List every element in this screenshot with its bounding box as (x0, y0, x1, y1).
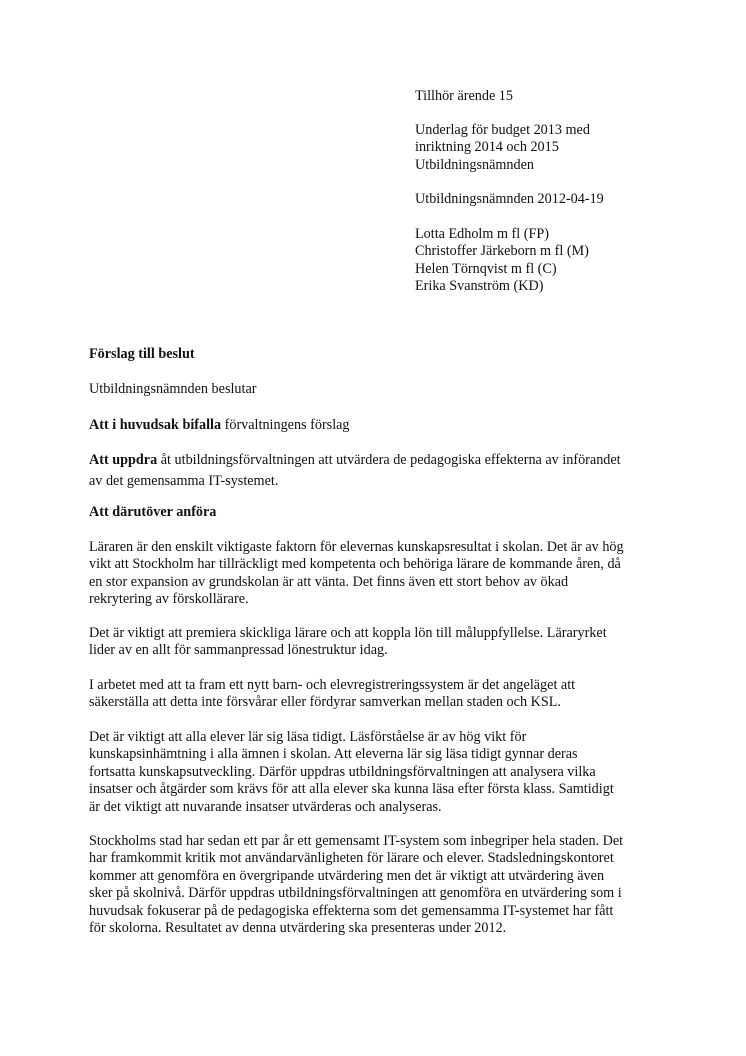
decision-1-text: förvaltningens förslag (221, 417, 350, 433)
paragraph-line: I arbetet med att ta fram ett nytt barn- och elevregistreringssystem är det angeläget att (89, 677, 576, 693)
paragraph-line: insatser och åtgärder som krävs för att alla elever ska kunna läsa efter första klass. Samtidigt (89, 781, 614, 798)
paragraph-line: Stockholms stad har sedan ett par år ett gemensamt IT-system som inbegriper hela staden. Det (89, 833, 624, 849)
signatory: Helen Törnqvist m fl (C) (415, 260, 557, 277)
paragraph-line: kommer att genomföra en övergripande utvärdering men det är viktigt att utvärdering även (89, 867, 605, 884)
subject-block (415, 122, 590, 174)
subject-line: Underlag för budget 2013 med (415, 122, 590, 138)
decision-2 (89, 450, 621, 492)
paragraph-line: är det viktigt att nuvarande insatser utvärderas och analyseras. (89, 798, 442, 815)
paragraph-line: kunskapsinhämtning i alla ämnen i skolan. Att eleverna lär sig läsa tidigt gynnar deras (89, 746, 578, 763)
paragraph-line: har framkommit kritik mot användarvänligheten för lärare och elever. Stadsledningskontoret (89, 850, 614, 867)
decision-1-bold: Att i huvudsak bifalla (89, 417, 222, 433)
paragraph-line: Det är viktigt att premiera skickliga lärare och att koppla lön till måluppfyllelse. Läraryrket (89, 625, 607, 641)
decision-2-text: åt utbildningsförvaltningen att utvärdera de pedagogiska effekterna av införandet (157, 452, 621, 468)
paragraph-2 (89, 625, 607, 660)
decision-1 (89, 417, 350, 434)
section-heading: Förslag till beslut (89, 346, 195, 362)
signatory: Christoffer Järkeborn m fl (M) (415, 243, 589, 260)
paragraph-line: rekrytering av förskollärare. (89, 591, 249, 608)
signatory: Lotta Edholm m fl (FP) (415, 226, 549, 242)
paragraph-line: lider av en allt för sammanpressad lönestruktur idag. (89, 642, 388, 659)
subject-line: Utbildningsnämnden (415, 156, 535, 173)
paragraph-line: sker på skolnivå. Därför uppdras utbildningsförvaltningen att genomföra en utvärdering som i (89, 885, 622, 902)
meeting-date: Utbildningsnämnden 2012-04-19 (415, 191, 604, 207)
paragraph-line: huvudsak fokuserar på de pedagogiska effekterna som det gemensamma IT-systemet har fått (89, 902, 614, 919)
paragraph-3 (89, 677, 575, 712)
signatories (415, 226, 589, 296)
paragraph-4 (89, 729, 614, 816)
paragraph-line: en stor expansion av grundskolan är att vänta. Det finns även ett stort behov av ökad (89, 573, 569, 590)
decision-3: Att därutöver anföra (89, 504, 217, 520)
signatory: Erika Svanström (KD) (415, 278, 544, 295)
decision-2-bold: Att uppdra (89, 452, 158, 468)
paragraph-5 (89, 833, 623, 937)
paragraph-line: Läraren är den enskilt viktigaste faktorn för elevernas kunskapsresultat i skolan. Det är av hög (89, 539, 624, 555)
decision-2-line2: av det gemensamma IT-systemet. (89, 473, 279, 489)
subject-line: inriktning 2014 och 2015 (415, 139, 559, 156)
paragraph-line: fortsatta kunskapsutveckling. Därför uppdras utbildningsförvaltningen att analysera vilka (89, 763, 596, 780)
paragraph-1 (89, 539, 624, 609)
paragraph-line: vikt att Stockholm har tillräckligt med kompetenta och behöriga lärare de kommande åren, då (89, 556, 621, 573)
paragraph-line: Det är viktigt att alla elever lär sig läsa tidigt. Läsförståelse är av hög vikt för (89, 729, 527, 745)
intro-text: Utbildningsnämnden beslutar (89, 381, 257, 397)
paragraph-line: säkerställa att detta inte försvårar eller fördyrar samverkan mellan staden och KSL. (89, 694, 561, 711)
paragraph-line: för skolorna. Resultatet av denna utvärdering ska presenteras under 2012. (89, 920, 507, 937)
case-reference: Tillhör ärende 15 (415, 88, 513, 104)
